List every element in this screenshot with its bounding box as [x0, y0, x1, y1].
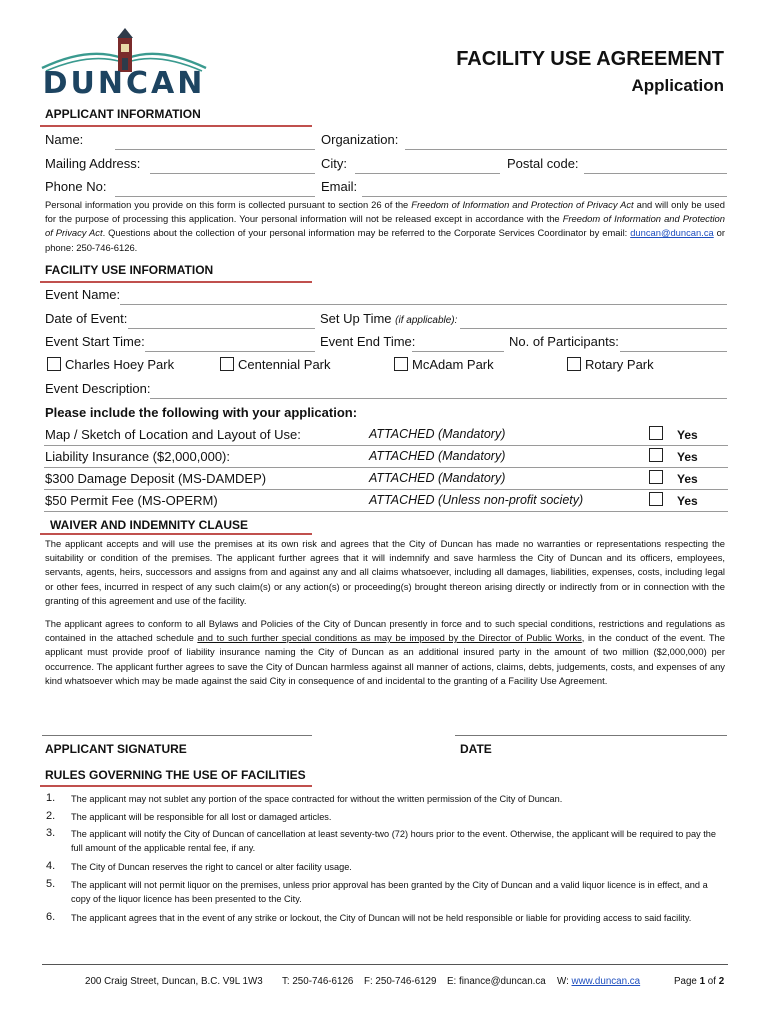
- name-field[interactable]: [115, 149, 315, 150]
- footer-web-link[interactable]: www.duncan.ca: [571, 976, 641, 987]
- organization-label: Organization:: [321, 132, 399, 147]
- attachment-yes-map: Yes: [677, 428, 698, 442]
- footer-web: W: www.duncan.ca: [557, 976, 641, 987]
- park-checkbox-centennial[interactable]: [220, 357, 234, 371]
- rule-text: The applicant will not permit liquor on the premises, unless prior approval has been granted by the City of Duncan and a valid liquor licence is in effect, and a copy of the liquor licence has been presented to the City.: [71, 880, 708, 905]
- email-field[interactable]: [362, 196, 727, 197]
- rule-number: 2.: [46, 810, 56, 822]
- attachment-checkbox-insurance[interactable]: [649, 448, 663, 462]
- event-start-field[interactable]: [145, 351, 315, 352]
- postal-code-label: Postal code:: [507, 156, 579, 171]
- name-label: Name:: [45, 132, 84, 147]
- rule-number: 6.: [46, 911, 56, 923]
- park-checkbox-mcadam[interactable]: [394, 357, 408, 371]
- park-label-rotary: Rotary Park: [585, 357, 654, 372]
- page-subtitle: Application: [631, 76, 724, 95]
- page-title: FACILITY USE AGREEMENT: [456, 48, 724, 70]
- city-field[interactable]: [355, 173, 500, 174]
- attachment-checkbox-map[interactable]: [649, 426, 663, 440]
- signature-line[interactable]: [42, 735, 312, 736]
- attachment-item-permit: $50 Permit Fee (MS-OPERM): [45, 493, 218, 508]
- rule-text: The applicant will be responsible for all lost or damaged articles.: [71, 812, 332, 822]
- waiver-paragraph-1: The applicant accepts and will use the premises at its own risk and agrees that the City of Duncan has made no warranties or representations respecting the suitability or condition of the premises. The applicant further agrees that it will indemnify and save harmless the City of Duncan and its officers, employees, servants, agents, heirs, successors and assigns from and against any and all claims whatsoever, including all damages, liabilities, expenses, costs, including legal or other fees, incurred in respect of any such claim(s) or any action(s) or proceeding(s) brought thereon arising directly or indirectly from or in connection with the granting of this agreement and use of the facility.: [45, 538, 725, 606]
- park-label-mcadam: McAdam Park: [412, 357, 494, 372]
- attachment-checkbox-deposit[interactable]: [649, 470, 663, 484]
- mailing-address-field[interactable]: [150, 173, 315, 174]
- setup-time-field[interactable]: [460, 328, 727, 329]
- park-label-centennial: Centennial Park: [238, 357, 331, 372]
- include-heading: Please include the following with your application:: [45, 405, 358, 420]
- rule-text: The applicant will notify the City of Duncan of cancellation at least seventy-two (72) hours prior to the event. Otherwise, the applicant will be required to pay the full amount of the applicable rental fee, if any.: [71, 829, 716, 854]
- rules-section-heading: RULES GOVERNING THE USE OF FACILITIES: [45, 768, 306, 782]
- privacy-notice: Personal information you provide on this form is collected pursuant to section 26 of the Freedom of Information and Protection of Privacy Act and will only be used for the purpose of processing this application. Your personal information will not be released except in accordance with the Freedom of Information and Protection of Privacy Act. Questions about the collection of your personal information may be referred to the Corporate Services Coordinator by email: duncan@duncan.ca or phone: 250-746-6126.: [45, 199, 725, 253]
- rule-number: 3.: [46, 827, 56, 839]
- section-underline: [40, 281, 312, 283]
- city-label: City:: [321, 156, 347, 171]
- date-line[interactable]: [455, 735, 727, 736]
- organization-field[interactable]: [405, 149, 727, 150]
- section-underline: [40, 785, 312, 787]
- footer-address: 200 Craig Street, Duncan, B.C. V9L 1W3: [85, 976, 263, 987]
- section-underline: [40, 125, 312, 127]
- attachment-status-permit: ATTACHED (Unless non-profit society): [369, 493, 584, 507]
- participants-label: No. of Participants:: [509, 334, 619, 349]
- park-checkbox-rotary[interactable]: [567, 357, 581, 371]
- waiver-section-heading: WAIVER AND INDEMNITY CLAUSE: [50, 518, 249, 532]
- phone-field[interactable]: [115, 196, 315, 197]
- date-of-event-label: Date of Event:: [45, 311, 128, 326]
- rule-number: 5.: [46, 878, 56, 890]
- event-name-label: Event Name:: [45, 287, 121, 302]
- event-end-label: Event End Time:: [320, 334, 416, 349]
- park-label-charles-hoey: Charles Hoey Park: [65, 357, 175, 372]
- row-divider: [44, 467, 728, 468]
- date-label: DATE: [460, 742, 492, 756]
- postal-code-field[interactable]: [584, 173, 727, 174]
- row-divider: [44, 511, 728, 512]
- facility-section-heading: FACILITY USE INFORMATION: [45, 263, 214, 277]
- rule-text: The City of Duncan reserves the right to cancel or alter facility usage.: [71, 862, 352, 872]
- event-description-label: Event Description:: [45, 381, 151, 396]
- date-of-event-field[interactable]: [128, 328, 315, 329]
- attachment-status-insurance: ATTACHED (Mandatory): [369, 449, 506, 463]
- applicant-signature-label: APPLICANT SIGNATURE: [45, 742, 187, 756]
- event-name-field[interactable]: [120, 304, 727, 305]
- event-description-field[interactable]: [150, 398, 727, 399]
- attachment-status-map: ATTACHED (Mandatory): [369, 427, 506, 441]
- park-checkbox-charles-hoey[interactable]: [47, 357, 61, 371]
- email-label: Email:: [321, 179, 358, 194]
- attachment-yes-insurance: Yes: [677, 450, 698, 464]
- rule-text: The applicant may not sublet any portion of the space contracted for without the written permission of the City of Duncan.: [71, 794, 563, 804]
- row-divider: [44, 489, 728, 490]
- attachment-item-deposit: $300 Damage Deposit (MS-DAMDEP): [45, 471, 267, 486]
- page-number: Page 1 of 2: [674, 976, 725, 987]
- section-underline: [40, 533, 312, 535]
- attachment-yes-deposit: Yes: [677, 472, 698, 486]
- rule-text: The applicant agrees that in the event of any strike or lockout, the City of Duncan will not be held responsible or liable for providing access to said facility.: [71, 913, 692, 923]
- footer-fax: F: 250-746-6129: [364, 976, 437, 987]
- event-start-label: Event Start Time:: [45, 334, 145, 349]
- rule-number: 1.: [46, 792, 56, 804]
- row-divider: [44, 445, 728, 446]
- attachment-item-insurance: Liability Insurance ($2,000,000):: [45, 449, 231, 464]
- waiver-paragraph-2: The applicant agrees to conform to all Bylaws and Policies of the City of Duncan presently in force and to such special conditions, restrictions and regulations as contained in the attached schedule and to such further special conditions as may be imposed by the Director of Public Works, in the conduct of the event. The applicant must provide proof of liability insurance naming the City of Duncan as an additional insured party in the amount of two million ($2,000,000) per occurrence. The applicant further agrees to save the City of Duncan harmless against all manner of actions, claims, debts, judgements, costs, and expenses of any kind whatsoever which may be made against the said City in consequence of and incidental to the granting of a Facility Use Agreement.: [45, 618, 725, 686]
- attachment-status-deposit: ATTACHED (Mandatory): [369, 471, 506, 485]
- mailing-address-label: Mailing Address:: [45, 156, 141, 171]
- privacy-email-link[interactable]: duncan@duncan.ca: [630, 227, 714, 239]
- footer-email: E: finance@duncan.ca: [447, 976, 546, 987]
- attachment-yes-permit: Yes: [677, 494, 698, 508]
- rule-number: 4.: [46, 860, 56, 872]
- participants-field[interactable]: [620, 351, 727, 352]
- footer-phone: T: 250-746-6126: [282, 976, 354, 987]
- footer-divider: [42, 964, 728, 965]
- logo-wordmark: DUNCAN: [42, 66, 206, 101]
- attachment-checkbox-permit[interactable]: [649, 492, 663, 506]
- applicant-section-heading: APPLICANT INFORMATION: [45, 107, 201, 121]
- setup-time-label: Set Up Time (if applicable):: [320, 311, 458, 326]
- attachment-item-map: Map / Sketch of Location and Layout of Use:: [45, 427, 301, 442]
- duncan-logo: [38, 28, 210, 102]
- phone-label: Phone No:: [45, 179, 107, 194]
- event-end-field[interactable]: [412, 351, 504, 352]
